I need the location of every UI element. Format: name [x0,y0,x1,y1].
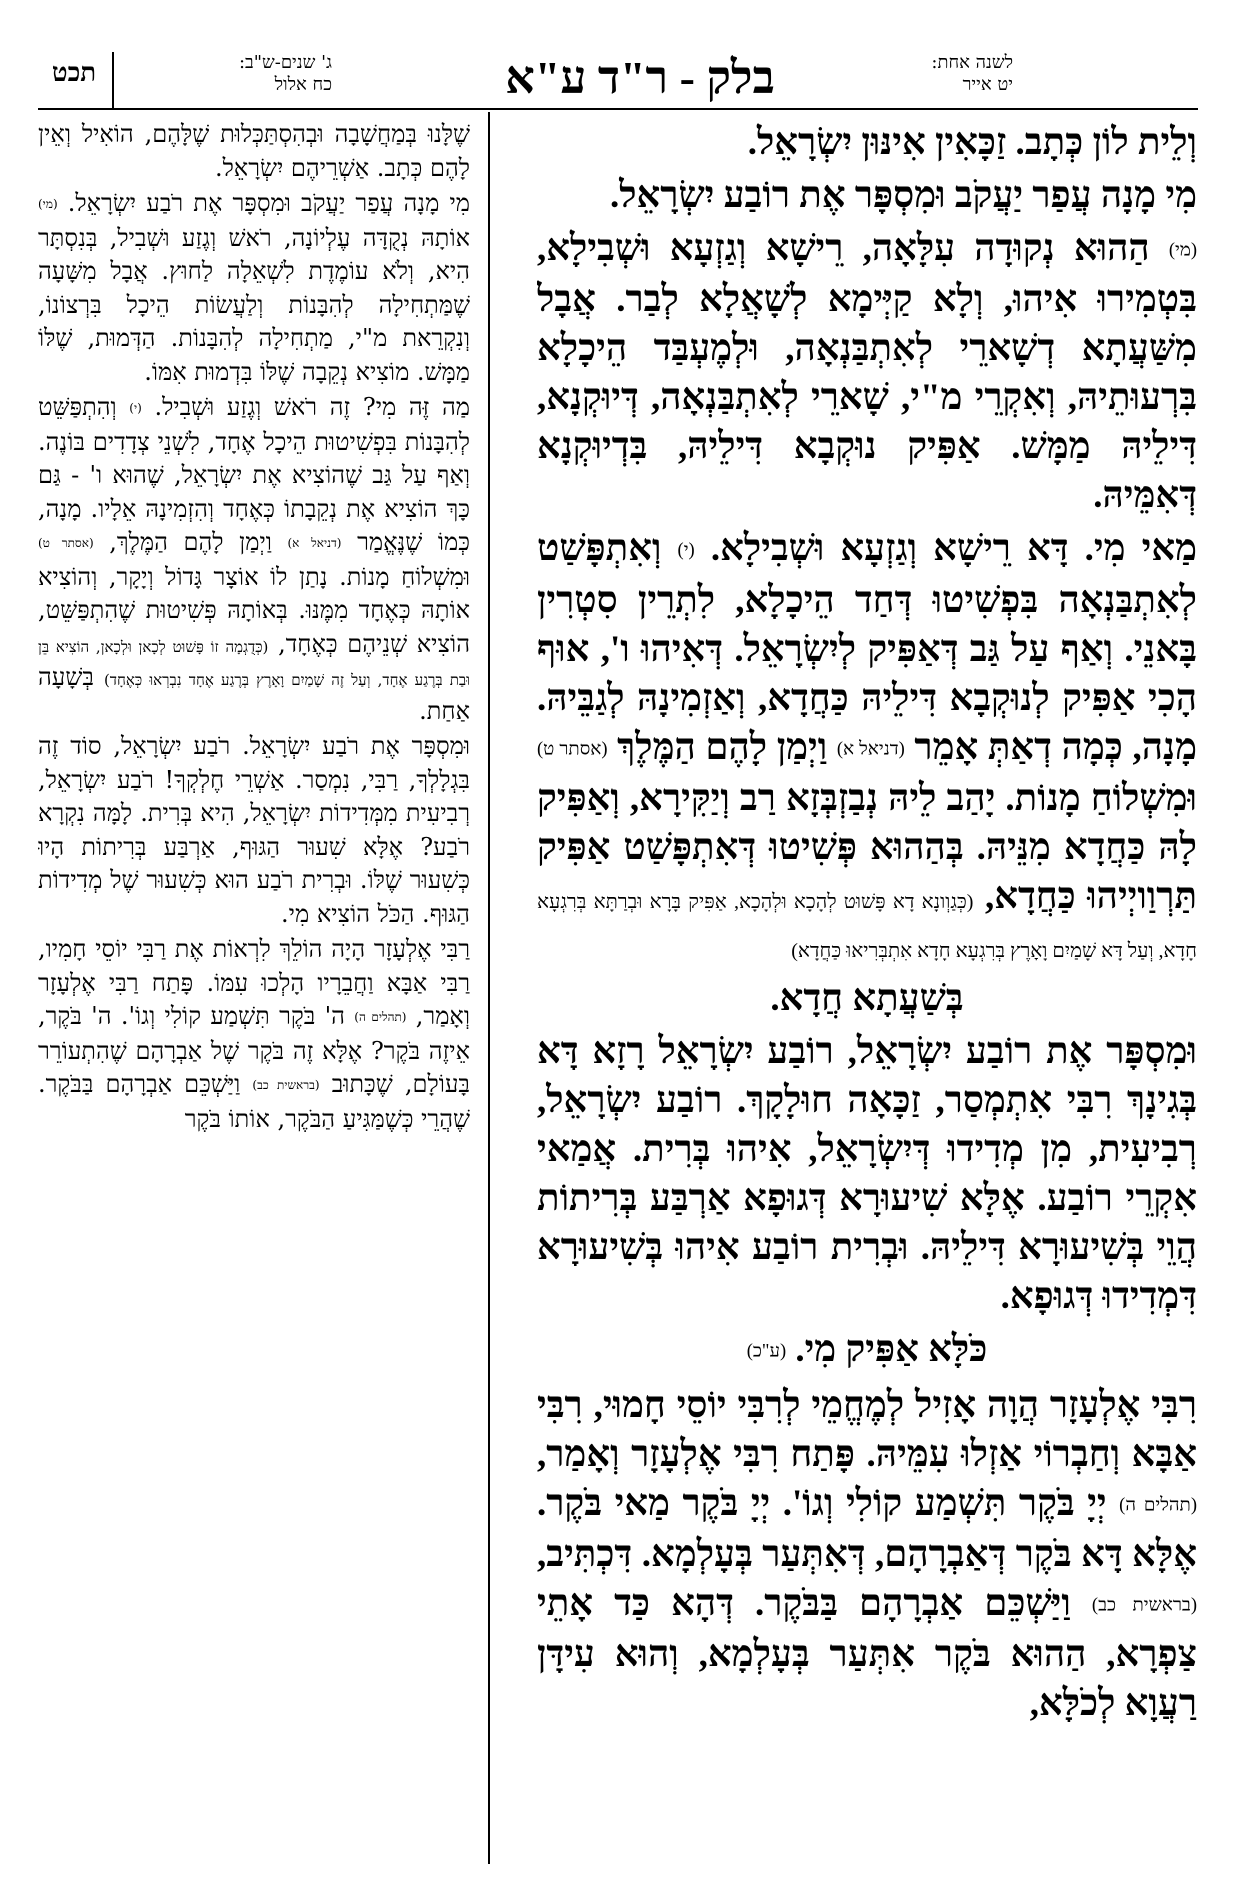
translation-paragraph [38,933,470,1136]
translation-paragraph [38,391,470,728]
source-reference: (בראשית כב) [252,1078,320,1092]
translation-text: אוֹתָהּ נְקֻדָּה עֶלְיוֹנָה, רֹאשׁ וְגֶזַע וּשְׁבִיל, בְּנִסְתָּר הִיא, וְלֹא עוֹמֶדֶת לִשְׁאֵלָה לַחוּץ. אֲבָל מִשָּׁעָה שֶׁמַּתְחִילָה לְהִבָּנוֹת וְלַעֲשׂוֹת הֵיכָל בִּרְצוֹנוֹ, וְנִקְרֵאת מ"י, מַתְחִילָה לְהִבָּנוֹת. הַדְּמוּת, שֶׁלּוֹ מַמָּשׁ. מוֹצִיא נְקֵבָה שֶׁלּוֹ בִּדְמוּת אִמּוֹ. [38,223,470,386]
translation-text: רַבִּי אֶלְעָזָר הָיָה הוֹלֵךְ לִרְאוֹת אֶת רַבִּי יוֹסֵי חָמִיו, רַבִּי אַבָּא וַחֲבֵרָיו הָלְכוּ עִמּוֹ. פָּתַח רַבִּי אֶלְעָזָר וְאָמַר, [38,935,470,1030]
translation-column [38,118,470,1870]
translation-text: מִי מָנָה עֲפַר יַעֲקֹב וּמִסְפָּר אֶת רֹבַע יִשְׂרָאֵל. [67,189,470,217]
header-left-line2: כח אלול [274,74,332,95]
header-right-line1: לשנה אחת: [931,52,1013,73]
main-text: מַאי מִי. דָּא רֵישָׁא וְגַזְעָא וּשְׁבִילָא. [710,528,1197,570]
main-text: הַהוּא נְקוּדָה עִלָּאָה, רֵישָׁא וְגַזְעָא וּשְׁבִילָא, בִּטְמִירוּ אִיהוּ, וְלָא קַיְּימָא לְשָׁאֲלָא לְבַר. אֲבָל מִשַּׁעֲתָא דְשָׁארֵי לְאִתְבַּנְאָה, וּלְמֶעְבַּד הֵיכָלָא בִּרְעוּתֵיהּ, וְאִקְרֵי מ"י, שָׁארֵי לְאִתְבַּנְאָה, דְּיוּקְנָא, דִּילֵיהּ מַמָּשׁ. אַפִּיק נוּקְבָא דִּילֵיהּ, בִּדְיוּקְנָא דְּאִמֵּיהּ. [537,228,1197,517]
translation-text: וְהִתְפַּשֵּׁט לְהִבָּנוֹת בִּפְשִׁיטוּת הֵיכָל אֶחָד, לִשְׁנֵי צְדָדִים בּוֹנֶה. וְאַף עַל גַּב שֶׁהוֹצִיא אֶת יִשְׂרָאֵל, שֶׁהוּא ו' - גַּם כָּךְ הוֹצִיא אֶת נְקֵבָתוֹ כְּאֶחָד וְהִזְמִינָהּ אֵלָיו. מָנָה, כְּמוֹ שֶׁנֶּאֱמַר [38,393,470,556]
header-left-line1: ג' שנים-ש"ב: [238,52,332,73]
page-title: בלק - ר"ד ע"א [505,52,775,103]
main-text-column [537,118,1197,1870]
main-text: וְלֵית לוֹן כְּתָב. זַכָּאִין אִינּוּן יִשְׂרָאֵל. [747,122,1197,163]
main-text: בְּשַׁעֲתָא חֲדָא. [770,978,964,1020]
main-text: וַיְמַן לָהֶם הַמֶּלֶךְ [617,726,828,768]
source-reference: (ע"כ) [746,1341,787,1362]
source-reference: (דניאל א) [287,536,342,550]
source-reference: (מי) [1168,240,1197,261]
translation-paragraph [38,187,470,389]
main-text: כֹּלָּא אַפִּיק מִי. [795,1329,988,1371]
source-reference: (אסתר ט) [537,739,608,760]
main-paragraph [537,1381,1197,1729]
parenthetical-note: (כְּדֻגְמָה זוֹ פָּשׁוּט לְכָאן וּלְכָאן, הוֹצִיא בֵּן וּבַת בְּרֶגַע אֶחָד, וְעַל זֶה שָׁמַיִם וָאָרֶץ בְּרֶגַע אֶחָד נִבְרְאוּ כְּאֶחָד) [38,637,470,689]
translation-text: ה' בֹּקֶר תִּשְׁמַע קוֹלִי וְגוֹ'. ה' בֹּקֶר, אֵיזֶה בֹּקֶר? אֶלָּא זֶה בֹּקֶר שֶׁל אַבְרָהָם שֶׁהִתְעוֹרֵר בָּעוֹלָם, שֶׁכָּתוּב [38,1002,470,1098]
translation-paragraph [38,118,470,185]
main-text: רִבִּי אֶלְעָזָר הֲוָה אָזִיל לְמֶחֱמֵי לְרִבִּי יוֹסֵי חָמוּי, רִבִּי אַבָּא וְחַבְרוֹי אַזְלוּ עִמֵּיהּ. פָּתַח רִבִּי אֶלְעָזָר וְאָמַר, [537,1384,1197,1475]
main-paragraph [537,171,1197,220]
main-text: וּמִסְפָּר אֶת רוֹבַע יִשְׂרָאֵל, רוֹבַע יִשְׂרָאֵל רָזָא דָּא בְּגִינָךְ רִבִּי אִתְמְסַר, זַכָּאָה חוּלָקָךְ. רוֹבַע יִשְׂרָאֵל, רְבִיעִית, מִן מְדִידוּ דְּיִשְׂרָאֵל, אִיהוּ בְּרִית. אֲמַאי אִקְרֵי רוֹבַע. אֶלָּא שִׁיעוּרָא דְּגוּפָא אַרְבַּע בְּרִיתוֹת הֲוֵי בְּשִׁיעוּרָא דִּילֵיהּ. וּבְרִית רוֹבַע אִיהוּ בְּשִׁיעוּרָא דִּמְדִידוּ דְּגוּפָא. [537,1031,1197,1318]
main-text: וּמִשְׁלוֹחַ מָנוֹת. יָהַב לֵיהּ נְבַזְבְּזָא רַב וְיַקִּירָא, וְאַפִּיק לָהּ כַּחֲדָא מִנֵּיהּ. בְּהַהוּא פְּשִׁיטוּ דְּאִתְפָּשַׁט אַפִּיק תַּרְוַויְיהוּ כַּחֲדָא, [537,778,1197,918]
page-number: תכט [51,58,97,87]
header-one-year-schedule [873,52,1013,104]
main-text: וְאִתְפָּשַׁט לְאִתְבַּנְאָה בִּפְשִׁיטוּ דְּחַד הֵיכָלָא, לִתְרֵין סִטְרִין בָּאנֵי. וְאַף עַל גַּב דְּאַפִּיק לְיִשְׂרָאֵל. דְּאִיהוּ ו', אוּף הָכִי אַפִּיק לְנוּקְבָא דִּילֵיהּ כַּחֲדָא, וְאַזְמִינָהּ לְגַבֵּיהּ. מָנָה, כְּמָה דְאַתְּ אָמֵר [537,528,1197,768]
header-three-year-schedule [162,52,332,104]
main-text: יְיָ בֹּקֶר תִּשְׁמַע קוֹלִי וְגוֹ'. יְיָ בֹּקֶר מַאי בֹּקֶר. אֶלָּא דָּא בֹּקֶר דְּאַבְרָהָם, דְּאִתְּעַר בְּעָלְמָא. דִּכְתִּיב, [537,1482,1197,1575]
translation-text: וּמִסְפָּר אֶת רֹבַע יִשְׂרָאֵל. רֹבַע יִשְׂרָאֵל, סוֹד זֶה בִּגְלָלְךָ, רַבִּי, נִמְסַר. אַשְׁרֵי חֶלְקְךָ! רֹבַע יִשְׂרָאֵל, רְבִיעִית מִמְּדִידוֹת יִשְׂרָאֵל, הִיא בְּרִית. לָמָּה נִקְרָא רֹבַע? אֶלָּא שִׁעוּר הַגּוּף, אַרְבַּע בְּרִיתוֹת הָיוּ כְּשִׁעוּר שֶׁלּוֹ. וּבְרִית רֹבַע הוּא כְּשִׁעוּר שֶׁל מְדִידוֹת הַגּוּף. הַכֹּל הוֹצִיא מִי. [38,732,470,928]
main-paragraph [537,224,1197,520]
source-reference: (מי) [38,197,58,211]
main-paragraph [537,524,1197,970]
header-rule [38,108,1198,110]
page-number-rule [112,52,114,108]
parenthetical-note: (כְּגַוְונָא דָא פָּשׁוּט לְהָכָא וּלְהָכָא, אַפִּיק בָּרָא וּבְרַתָּא בְּרִגְעָא חָדָא, וְעַל דָּא שָׁמַיִם וָאָרֶץ בְּרִגְעָא חָדָא אִתְבְּרִיאוּ כַּחֲדָא) [537,891,1197,963]
translation-text: וּמִשְׁלוֹחַ מָנוֹת. נָתַן לוֹ אוֹצָר גָּדוֹל וְיָקָר, וְהוֹצִיא אוֹתָהּ כְּאֶחָד מִמֶּנּוּ. בְּאוֹתָהּ פְּשִׁיטוּת שֶׁהִתְפַּשֵּׁט, הוֹצִיא שְׁנֵיהֶם כְּאֶחָד, [38,562,470,658]
source-reference: (דניאל א) [836,739,905,760]
source-reference: (י) [129,401,142,415]
source-reference: (בראשית כב) [1091,1595,1197,1616]
column-divider [488,112,490,1864]
header-right-line2: יט אייר [962,74,1013,95]
translation-text: מַה זֶּה מִי? זֶה רֹאשׁ וְגֶזַע וּשְׁבִיל. [154,393,470,421]
main-paragraph [537,974,1197,1023]
source-reference: (י) [677,540,695,561]
translation-paragraph [38,730,470,931]
main-paragraph [537,118,1197,167]
translation-text: וַיַּשְׁכֵּם אַבְרָהָם בַּבֹּקֶר. שֶׁהֲרֵי כְּשֶׁמַּגִּיעַ הַבֹּקֶר, אוֹתוֹ בֹּקֶר [38,1070,470,1133]
main-paragraph [537,1027,1197,1321]
source-reference: (תהלים ה) [354,1010,407,1024]
translation-text: בְּשָׁעָה אַחַת. [38,663,470,725]
source-reference: (אסתר ט) [38,536,94,550]
source-reference: (תהלים ה) [1119,1494,1197,1515]
translation-text: שֶׁלָּנוּ בְּמַחֲשָׁבָה וּבְהִסְתַּכְּלוּת שֶׁלָּהֶם, הוֹאִיל וְאֵין לָהֶם כְּתָב. אַשְׁרֵיהֶם יִשְׂרָאֵל. [38,120,470,182]
main-text: מִי מָנָה עֲפַר יַעֲקֹב וּמִסְפָּר אֶת רוֹבַע יִשְׂרָאֵל. [609,175,1197,216]
main-text: וַיַּשְׁכֵּם אַבְרָהָם בַּבֹּקֶר. דְּהָא כַּד אָתֵי צַפְרָא, הַהוּא בֹּקֶר אִתְּעַר בְּעָלְמָא, וְהוּא עִידָּן רַעֲוָא לְכֹלָּא, [537,1582,1197,1725]
translation-text: וַיְמַן לָהֶם הַמֶּלֶךְ, [109,528,272,556]
main-paragraph [537,1325,1197,1376]
